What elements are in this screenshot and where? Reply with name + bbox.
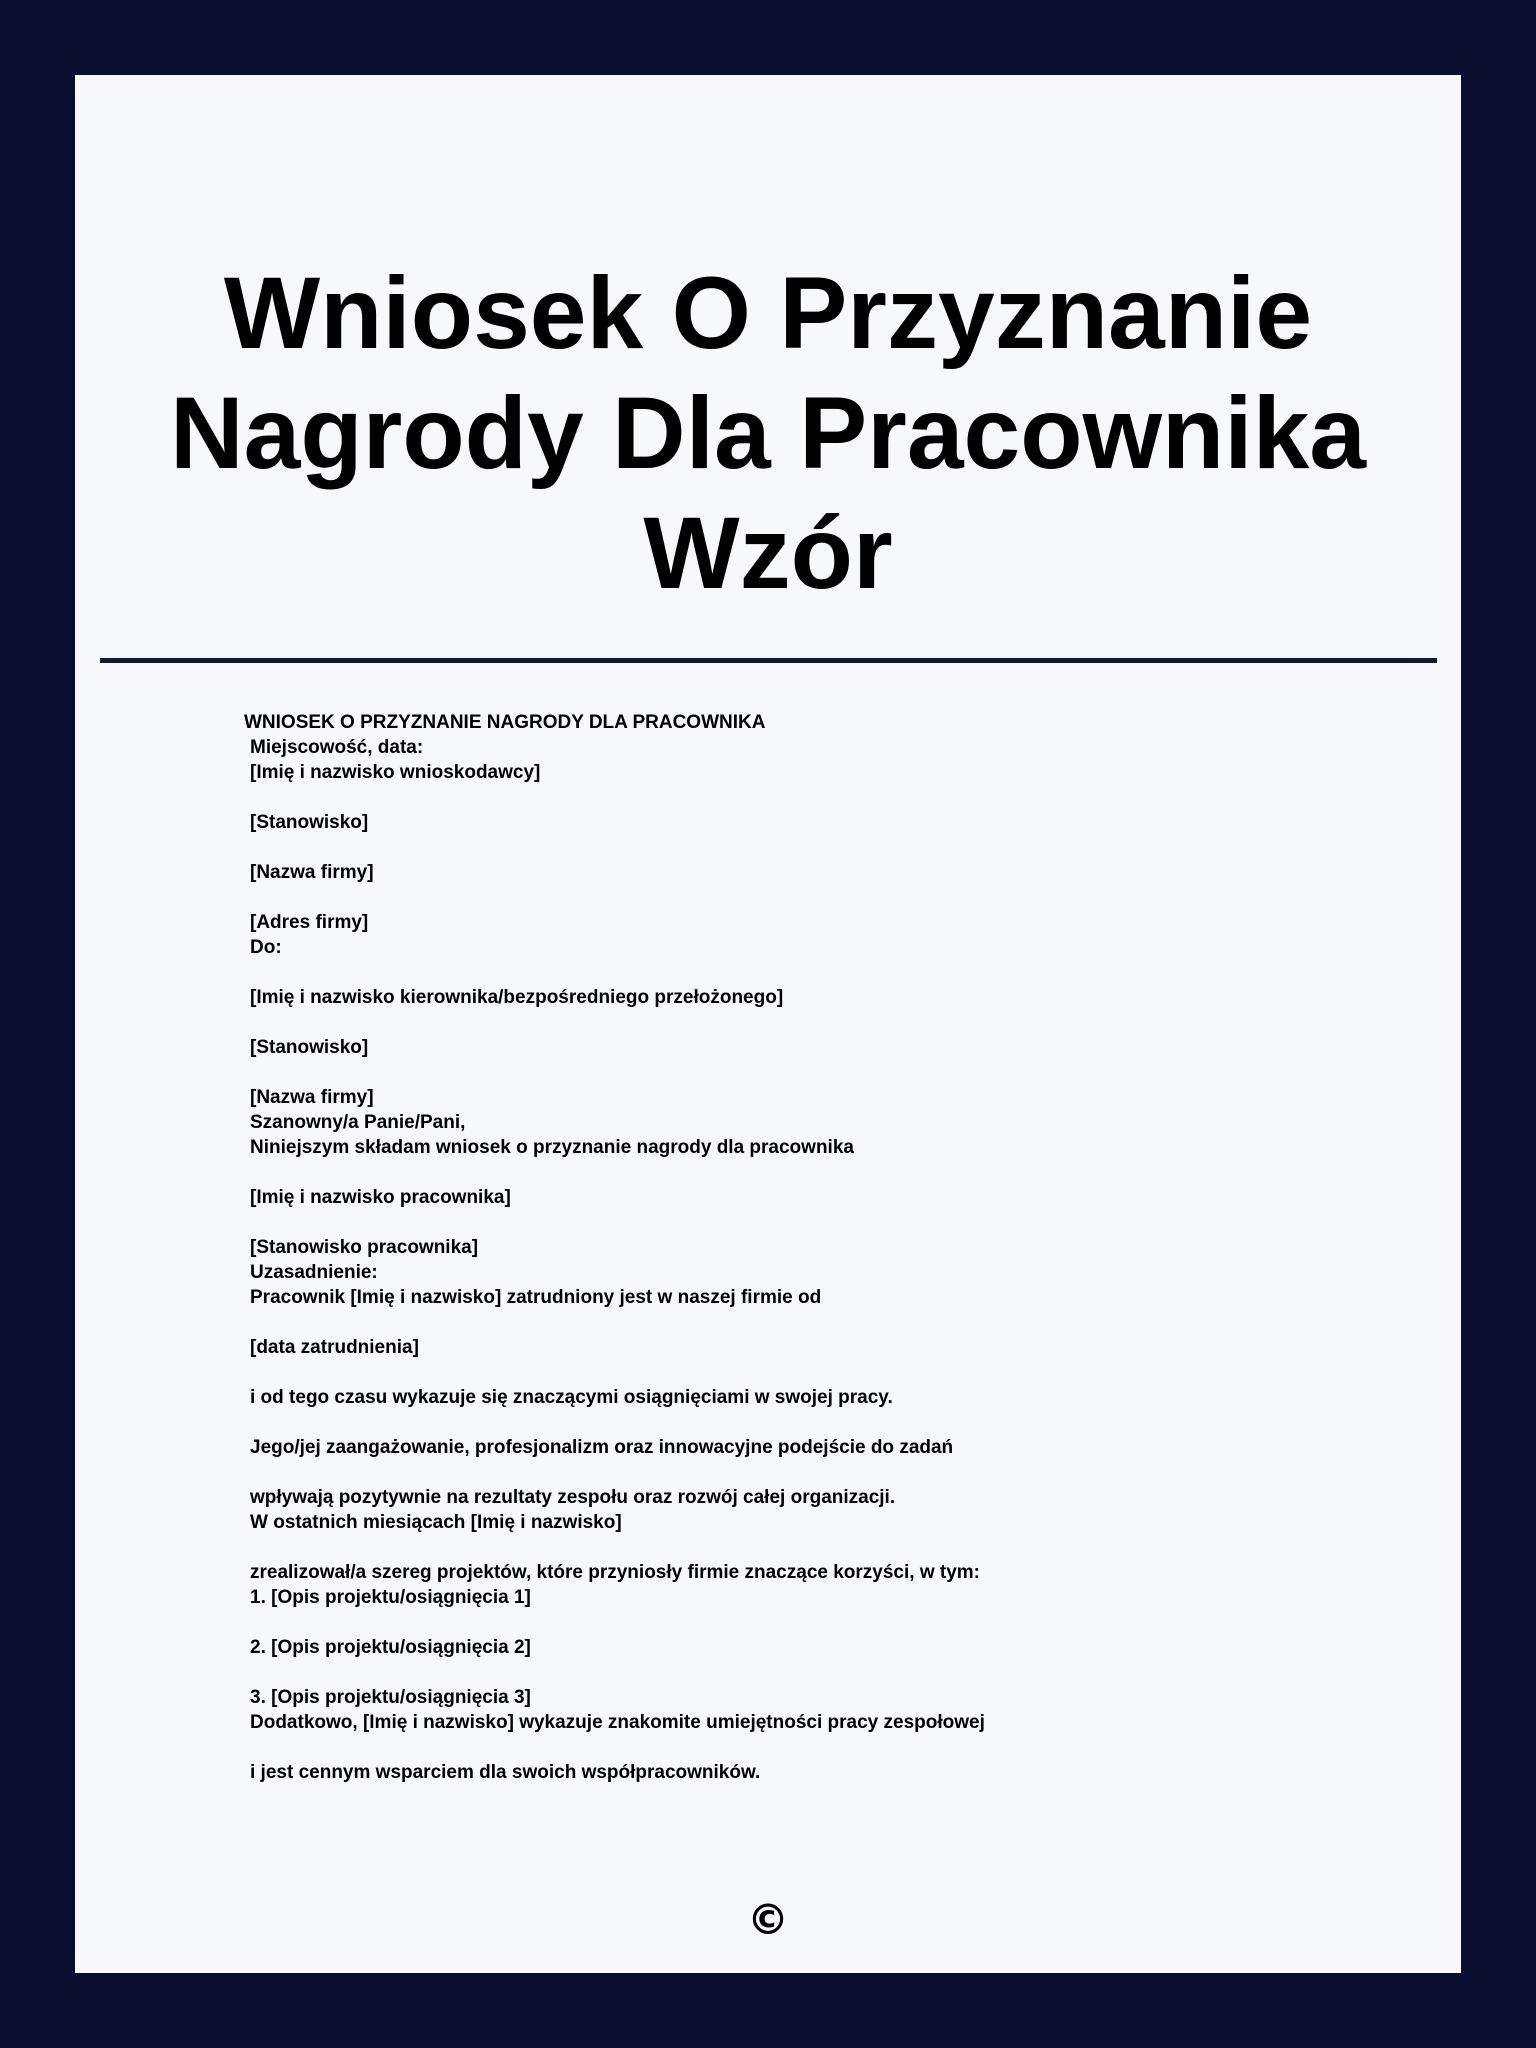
document-line: Miejscowość, data: — [250, 737, 424, 758]
page-title — [75, 253, 1461, 613]
title-divider — [100, 658, 1437, 663]
document-line: [Imię i nazwisko wnioskodawcy] — [250, 762, 541, 783]
blank-line — [250, 1160, 1350, 1185]
blank-line — [250, 1660, 1350, 1685]
blank-line — [250, 960, 1350, 985]
document-line: 2. [Opis projektu/osiągnięcia 2] — [250, 1637, 531, 1658]
blank-line — [250, 835, 1350, 860]
blank-line — [250, 1060, 1350, 1085]
document-line: zrealizował/a szereg projektów, które przyniosły firmie znaczące korzyści, w tym: — [250, 1562, 981, 1583]
document-line: W ostatnich miesiącach [Imię i nazwisko] — [250, 1512, 622, 1533]
blank-line — [250, 1010, 1350, 1035]
blank-line — [250, 1310, 1350, 1335]
document-line: [Adres firmy] — [250, 912, 369, 933]
blank-line — [250, 1360, 1350, 1385]
document-page — [75, 75, 1461, 1973]
document-line: [Stanowisko] — [250, 812, 369, 833]
document-line: [Stanowisko] — [250, 1037, 369, 1058]
document-line: [Nazwa firmy] — [250, 1087, 374, 1108]
document-heading: WNIOSEK O PRZYZNANIE NAGRODY DLA PRACOWNIKA — [244, 712, 766, 733]
document-body — [244, 710, 1350, 1785]
blank-line — [250, 1410, 1350, 1435]
document-line: [Imię i nazwisko pracownika] — [250, 1187, 511, 1208]
blank-line — [250, 1460, 1350, 1485]
document-line: Niniejszym składam wniosek o przyznanie nagrody dla pracownika — [250, 1137, 854, 1158]
document-line: Jego/jej zaangażowanie, profesjonalizm oraz innowacyjne podejście do zadań — [250, 1437, 954, 1458]
document-line: Do: — [250, 937, 282, 958]
document-line: i jest cennym wsparciem dla swoich współpracowników. — [250, 1762, 761, 1783]
document-line: Uzasadnienie: — [250, 1262, 378, 1283]
title-line: Wniosek O Przyznanie — [223, 256, 1313, 370]
copyright-symbol: © — [747, 1895, 789, 1944]
blank-line — [250, 1210, 1350, 1235]
document-line: [Imię i nazwisko kierownika/bezpośredniego przełożonego] — [250, 987, 784, 1008]
document-line: i od tego czasu wykazuje się znaczącymi osiągnięciami w swojej pracy. — [250, 1387, 893, 1408]
document-line: [Stanowisko pracownika] — [250, 1237, 479, 1258]
document-line: 3. [Opis projektu/osiągnięcia 3] — [250, 1687, 531, 1708]
blank-line — [250, 1535, 1350, 1560]
document-line: Pracownik [Imię i nazwisko] zatrudniony jest w naszej firmie od — [250, 1287, 822, 1308]
document-line: [data zatrudnienia] — [250, 1337, 419, 1358]
document-line: Szanowny/a Panie/Pani, — [250, 1112, 466, 1133]
blank-line — [250, 1610, 1350, 1635]
blank-line — [250, 785, 1350, 810]
document-line: wpływają pozytywnie na rezultaty zespołu oraz rozwój całej organizacji. — [250, 1487, 896, 1508]
document-lines — [250, 735, 1350, 1785]
document-line: Dodatkowo, [Imię i nazwisko] wykazuje znakomite umiejętności pracy zespołowej — [250, 1712, 985, 1733]
title-line: Nagrody Dla Pracownika — [169, 376, 1367, 490]
document-line: [Nazwa firmy] — [250, 862, 374, 883]
blank-line — [250, 1735, 1350, 1760]
title-line: Wzór — [643, 496, 893, 610]
document-line: 1. [Opis projektu/osiągnięcia 1] — [250, 1587, 531, 1608]
blank-line — [250, 885, 1350, 910]
